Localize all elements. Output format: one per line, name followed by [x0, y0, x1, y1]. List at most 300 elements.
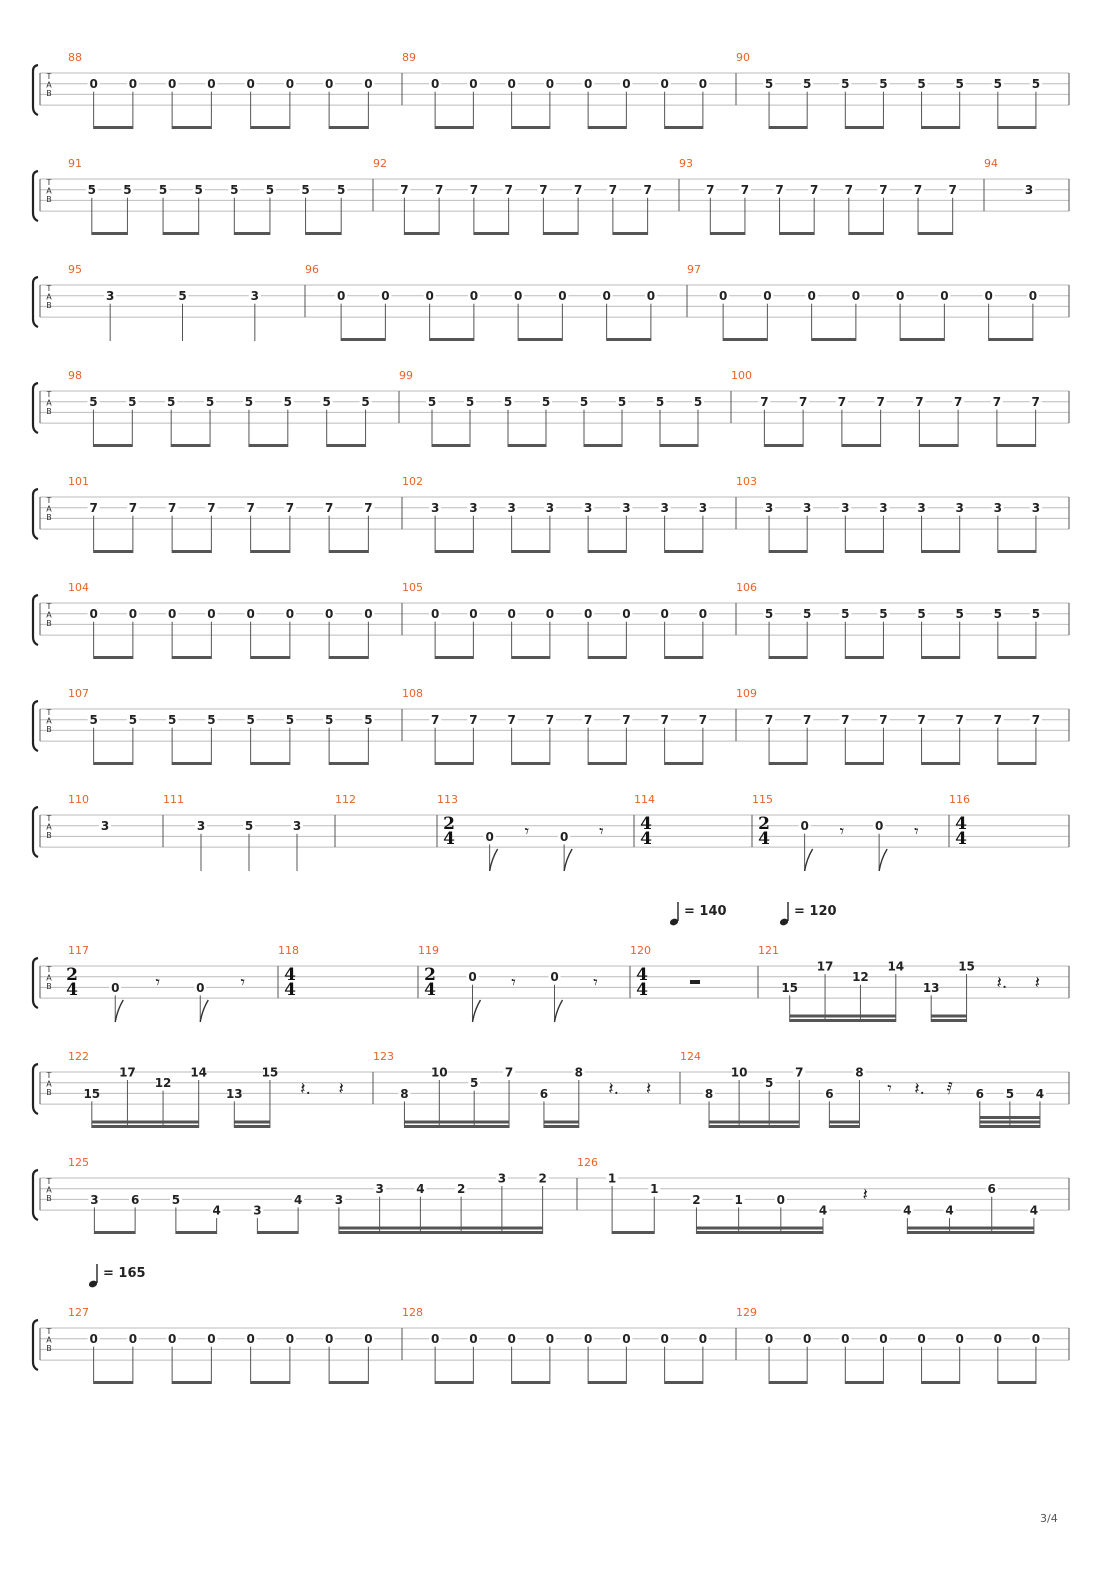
note-beam [435, 550, 473, 553]
note-beam [92, 1121, 199, 1124]
note-beam [435, 1381, 473, 1384]
fret-number: 7 [608, 183, 618, 198]
note-beam [907, 1231, 1034, 1234]
measure-number: 97 [687, 263, 701, 276]
fret-number: 0 [513, 289, 523, 304]
tempo-marking [779, 902, 837, 926]
fret-number: 0 [507, 1332, 516, 1347]
note-beam [251, 550, 290, 553]
fret-number: 5 [158, 183, 168, 198]
tab-clef-letter: A [46, 822, 52, 832]
tab-clef-letter: T [46, 178, 52, 187]
measure-number: 102 [402, 475, 423, 488]
time-signature-denominator: 4 [636, 980, 648, 1000]
fret-number: 0 [196, 980, 205, 995]
fret-number: 7 [246, 501, 255, 516]
fret-number: 0 [425, 289, 434, 304]
fret-number: 6 [130, 1192, 140, 1207]
note-beam [234, 1121, 270, 1124]
measure-number: 129 [736, 1306, 757, 1319]
fret-number: 7 [810, 183, 819, 198]
note-beam [512, 550, 550, 553]
fret-number: 0 [469, 607, 478, 622]
note-flag [564, 849, 572, 871]
measure-number: 98 [68, 369, 82, 382]
fret-number: 5 [89, 395, 98, 410]
measure [634, 793, 655, 849]
fret-number: 0 [167, 607, 177, 622]
tab-clef-letter: B [46, 1194, 52, 1203]
fret-number: 3 [375, 1182, 384, 1197]
note-beam [607, 338, 651, 341]
note-beam [922, 550, 960, 553]
fret-number: 4 [212, 1203, 221, 1218]
fret-number: 3 [545, 501, 555, 516]
system-bracket [33, 701, 38, 751]
time-signature-numerator: 4 [640, 814, 652, 834]
tab-clef-letter: A [46, 80, 52, 90]
fret-number: 0 [622, 1332, 631, 1347]
note-beam [172, 1381, 211, 1384]
note-beam [172, 656, 211, 659]
fret-number: 0 [207, 77, 216, 92]
note-beam [997, 444, 1036, 447]
note-beam [588, 1381, 626, 1384]
measure-number: 113 [437, 793, 458, 806]
note-beam [171, 444, 210, 447]
fret-number: 7 [798, 395, 808, 410]
note-beam [710, 232, 745, 235]
fret-number: 0 [89, 607, 98, 622]
note-beam [829, 1125, 859, 1128]
note-beam [94, 1381, 133, 1384]
tab-clef-letter: A [46, 973, 52, 983]
fret-number: 7 [955, 713, 964, 728]
fret-number: 0 [128, 77, 138, 92]
fret-number: 3 [90, 1192, 99, 1207]
fret-number: 7 [775, 183, 784, 198]
note-beam [588, 762, 626, 765]
fret-number: 7 [740, 183, 750, 198]
time-signature-denominator: 4 [284, 980, 296, 1000]
fret-number: 8 [855, 1065, 864, 1080]
tab-clef-letter: T [46, 708, 52, 717]
measure [402, 475, 709, 553]
note-beam [980, 1116, 1040, 1119]
system-bracket [33, 958, 38, 1008]
measure [731, 369, 1042, 447]
fret-number: 0 [660, 77, 669, 92]
note-beam [845, 550, 883, 553]
fret-number: 3 [660, 501, 669, 516]
measure-number: 122 [68, 1050, 89, 1063]
note-beam [329, 550, 368, 553]
eighth-rest: 𝄾 [887, 1079, 892, 1099]
fret-number: 7 [992, 395, 1002, 410]
note-beam [257, 1231, 298, 1234]
fret-number: 0 [545, 607, 555, 622]
note-beam [665, 126, 703, 129]
fret-number: 5 [803, 77, 812, 92]
note-beam [94, 126, 133, 129]
time-signature-numerator: 2 [758, 814, 770, 834]
fret-number: 7 [764, 713, 774, 728]
measure [68, 1156, 549, 1234]
fret-number: 1 [734, 1192, 743, 1207]
fret-number: 0 [246, 77, 255, 92]
fret-number: 0 [469, 289, 479, 304]
tab-clef-letter: A [46, 1079, 52, 1089]
fret-number: 7 [400, 183, 409, 198]
fret-number: 0 [800, 819, 809, 834]
fret-number: 10 [730, 1065, 748, 1080]
dotted-quarter-rest: 𝄽. [914, 1079, 925, 1099]
measure [305, 263, 657, 341]
note-flag [490, 849, 498, 871]
note-beam [435, 126, 473, 129]
measure-number: 106 [736, 581, 757, 594]
fret-number: 7 [128, 501, 138, 516]
system-bracket [33, 489, 38, 539]
measure [68, 581, 374, 659]
note-beam [92, 1125, 199, 1128]
measure-number: 123 [373, 1050, 394, 1063]
fret-number: 3 [469, 501, 478, 516]
measure-number: 126 [577, 1156, 598, 1169]
note-beam [980, 1125, 1040, 1128]
system-bracket [33, 65, 38, 115]
note-beam [812, 338, 856, 341]
fret-number: 4 [818, 1203, 828, 1218]
fret-number: 0 [167, 1332, 177, 1347]
fret-number: 5 [841, 77, 850, 92]
fret-number: 0 [207, 607, 216, 622]
tab-clef-letter: A [46, 292, 52, 302]
tab-clef-letter: T [46, 965, 52, 974]
fret-number: 7 [207, 501, 216, 516]
fret-number: 8 [574, 1065, 583, 1080]
measure [736, 581, 1042, 659]
fret-number: 5 [503, 395, 513, 410]
quarter-rest: 𝄽 [338, 1079, 344, 1099]
fret-number: 7 [504, 183, 513, 198]
note-beam [790, 1015, 896, 1018]
note-beam [435, 656, 473, 659]
fret-number: 0 [660, 607, 669, 622]
measure-number: 91 [68, 157, 82, 170]
fret-number: 7 [698, 713, 708, 728]
fret-number: 6 [987, 1182, 996, 1197]
fret-number: 7 [1031, 395, 1040, 410]
tempo-value: = 120 [794, 904, 837, 919]
fret-number: 5 [89, 713, 98, 728]
note-beam [989, 338, 1033, 341]
tab-clef-letter: T [46, 284, 52, 293]
tab-clef-letter: B [46, 982, 52, 991]
fret-number: 0 [622, 607, 631, 622]
fret-number: 0 [895, 289, 905, 304]
time-signature-denominator: 4 [66, 980, 78, 1000]
tab-clef-letter: B [46, 195, 52, 204]
fret-number: 0 [545, 77, 555, 92]
fret-number: 4 [293, 1192, 303, 1207]
fret-number: 13 [225, 1086, 243, 1101]
measure-number: 119 [418, 944, 439, 957]
fret-number: 7 [324, 501, 334, 516]
fret-number: 5 [764, 77, 774, 92]
measure [68, 687, 374, 765]
note-beam [613, 232, 648, 235]
time-signature-denominator: 4 [640, 829, 652, 849]
note-beam [665, 762, 703, 765]
system-bracket [33, 807, 38, 857]
fret-number: 5 [1031, 77, 1041, 92]
fret-number: 0 [430, 77, 440, 92]
fret-number: 7 [915, 395, 924, 410]
eighth-rest: 𝄾 [155, 973, 161, 993]
note-beam [234, 1125, 270, 1128]
tab-system [33, 475, 1069, 553]
tab-clef-letter: B [46, 725, 52, 734]
fret-number: 5 [470, 1076, 479, 1091]
fret-number: 0 [364, 1332, 373, 1347]
fret-number: 5 [87, 183, 96, 198]
measure-number: 103 [736, 475, 757, 488]
fret-number: 7 [89, 501, 98, 516]
note-beam [769, 550, 807, 553]
note-beam [845, 126, 883, 129]
fret-number: 0 [841, 1332, 850, 1347]
fret-number: 7 [841, 713, 850, 728]
fret-number: 7 [504, 1065, 514, 1080]
fret-number: 5 [955, 77, 964, 92]
tab-clef-letter: T [46, 1327, 52, 1336]
note-beam [251, 1381, 290, 1384]
dotted-quarter-rest: 𝄽. [996, 973, 1008, 993]
note-beam [251, 656, 290, 659]
note-beam [306, 232, 342, 235]
fret-number: 0 [246, 1332, 255, 1347]
note-beam [931, 1015, 966, 1018]
fret-number: 14 [887, 959, 905, 974]
fret-number: 5 [246, 713, 255, 728]
tempo-value: = 165 [103, 1266, 146, 1281]
note-beam [922, 126, 960, 129]
fret-number: 5 [285, 713, 295, 728]
tab-clef-letter: T [46, 390, 52, 399]
fret-number: 7 [948, 183, 957, 198]
fret-number: 0 [993, 1332, 1002, 1347]
fret-number: 12 [154, 1076, 172, 1091]
fret-number: 5 [993, 607, 1002, 622]
measure [949, 793, 970, 849]
fret-number: 7 [507, 713, 516, 728]
thirty-second-rest: 𝅀 [946, 1079, 953, 1099]
fret-number: 0 [207, 1332, 216, 1347]
fret-number: 7 [545, 713, 555, 728]
fret-number: 3 [507, 501, 516, 516]
time-signature-numerator: 2 [66, 965, 78, 985]
fret-number: 3 [841, 501, 850, 516]
note-beam [919, 444, 958, 447]
measure-number: 95 [68, 263, 82, 276]
fret-number: 12 [852, 970, 869, 985]
fret-number: 0 [128, 607, 138, 622]
fret-number: 5 [1005, 1086, 1015, 1101]
measure [402, 51, 709, 129]
note-beam [709, 1125, 799, 1128]
measure-number: 105 [402, 581, 423, 594]
note-beam [404, 1121, 509, 1124]
note-flag [805, 849, 813, 871]
tab-clef-letter: B [46, 89, 52, 98]
measure-number: 124 [680, 1050, 701, 1063]
fret-number: 0 [940, 289, 949, 304]
fret-number: 15 [781, 980, 799, 995]
note-beam [329, 1381, 368, 1384]
measure-number: 116 [949, 793, 970, 806]
fret-number: 0 [917, 1332, 926, 1347]
measure-number: 104 [68, 581, 89, 594]
fret-number: 3 [583, 501, 593, 516]
time-signature-numerator: 2 [424, 965, 436, 985]
note-beam [329, 126, 368, 129]
fret-number: 7 [573, 183, 583, 198]
fret-number: 0 [364, 607, 373, 622]
fret-number: 0 [807, 289, 816, 304]
tab-clef-letter: A [46, 610, 52, 620]
fret-number: 17 [119, 1065, 136, 1080]
note-flag [555, 1000, 563, 1022]
note-beam [665, 656, 703, 659]
fret-number: 5 [1031, 607, 1041, 622]
fret-number: 7 [469, 713, 478, 728]
note-beam [588, 550, 626, 553]
fret-number: 5 [244, 819, 254, 834]
fret-number: 7 [660, 713, 669, 728]
fret-number: 7 [583, 713, 593, 728]
note-beam [339, 1227, 543, 1230]
fret-number: 3 [955, 501, 964, 516]
fret-number: 0 [364, 77, 373, 92]
time-signature-numerator: 4 [955, 814, 967, 834]
fret-number: 0 [507, 607, 516, 622]
fret-number: 0 [776, 1192, 785, 1207]
fret-number: 0 [583, 1332, 593, 1347]
fret-number: 0 [718, 289, 728, 304]
measure [402, 687, 709, 765]
fret-number: 3 [764, 501, 774, 516]
fret-number: 5 [337, 183, 346, 198]
note-beam [234, 232, 270, 235]
fret-number: 7 [795, 1065, 804, 1080]
fret-number: 0 [324, 1332, 334, 1347]
fret-number: 7 [643, 183, 652, 198]
fret-number: 0 [698, 77, 708, 92]
fret-number: 5 [765, 1076, 774, 1091]
eighth-rest: 𝄾 [839, 822, 845, 842]
fret-number: 3 [100, 819, 110, 834]
fret-number: 3 [292, 819, 302, 834]
measure [679, 157, 959, 235]
note-beam [769, 1381, 807, 1384]
fret-number: 0 [469, 1332, 478, 1347]
measure [68, 157, 347, 235]
fret-number: 0 [468, 970, 477, 985]
system-bracket [33, 171, 38, 221]
measure-number: 96 [305, 263, 319, 276]
measure-number: 90 [736, 51, 750, 64]
tab-clef-letter: B [46, 619, 52, 628]
fret-number: 0 [128, 1332, 138, 1347]
note-beam [588, 126, 626, 129]
measure [577, 1156, 1040, 1234]
fret-number: 0 [602, 289, 611, 304]
note-beam [435, 762, 473, 765]
time-signature-numerator: 4 [284, 965, 296, 985]
fret-number: 0 [583, 607, 593, 622]
fret-number: 15 [261, 1065, 279, 1080]
eighth-rest: 𝄾 [599, 822, 604, 842]
fret-number: 7 [706, 183, 715, 198]
measure-number: 112 [335, 793, 356, 806]
tab-system [33, 1050, 1069, 1128]
fret-number: 5 [167, 713, 177, 728]
note-beam [512, 1381, 550, 1384]
system-bracket [33, 277, 38, 327]
measure [373, 1050, 651, 1128]
measure [163, 793, 303, 871]
note-beam [404, 1125, 509, 1128]
quarter-rest: 𝄽 [1034, 973, 1040, 993]
measure [68, 1306, 374, 1384]
note-beam [696, 1227, 823, 1230]
fret-number: 0 [874, 819, 884, 834]
fret-number: 2 [538, 1171, 547, 1186]
tab-system [33, 1156, 1069, 1234]
measure [402, 581, 709, 659]
time-signature-denominator: 4 [424, 980, 436, 1000]
fret-number: 5 [579, 395, 589, 410]
fret-number: 0 [469, 77, 478, 92]
fret-number: 2 [456, 1182, 466, 1197]
note-beam [780, 232, 815, 235]
note-beam [508, 444, 546, 447]
measure [373, 157, 654, 235]
measure [418, 944, 598, 1022]
fret-number: 5 [322, 395, 331, 410]
fret-number: 0 [430, 1332, 440, 1347]
note-beam [998, 126, 1036, 129]
fret-number: 0 [285, 77, 295, 92]
note-beam [432, 444, 470, 447]
fret-number: 7 [430, 713, 440, 728]
fret-number: 4 [1035, 1086, 1045, 1101]
measure [736, 687, 1042, 765]
note-beam [512, 126, 550, 129]
fret-number: 0 [698, 607, 708, 622]
fret-number: 5 [128, 395, 137, 410]
fret-number: 3 [253, 1203, 262, 1218]
fret-number: 0 [324, 77, 334, 92]
fret-number: 0 [381, 289, 390, 304]
quarter-rest: 𝄽 [862, 1185, 868, 1205]
fret-number: 3 [250, 289, 260, 304]
note-beam [612, 1231, 654, 1234]
tab-system [33, 369, 1069, 447]
note-flag [879, 849, 887, 871]
note-beam [249, 444, 288, 447]
